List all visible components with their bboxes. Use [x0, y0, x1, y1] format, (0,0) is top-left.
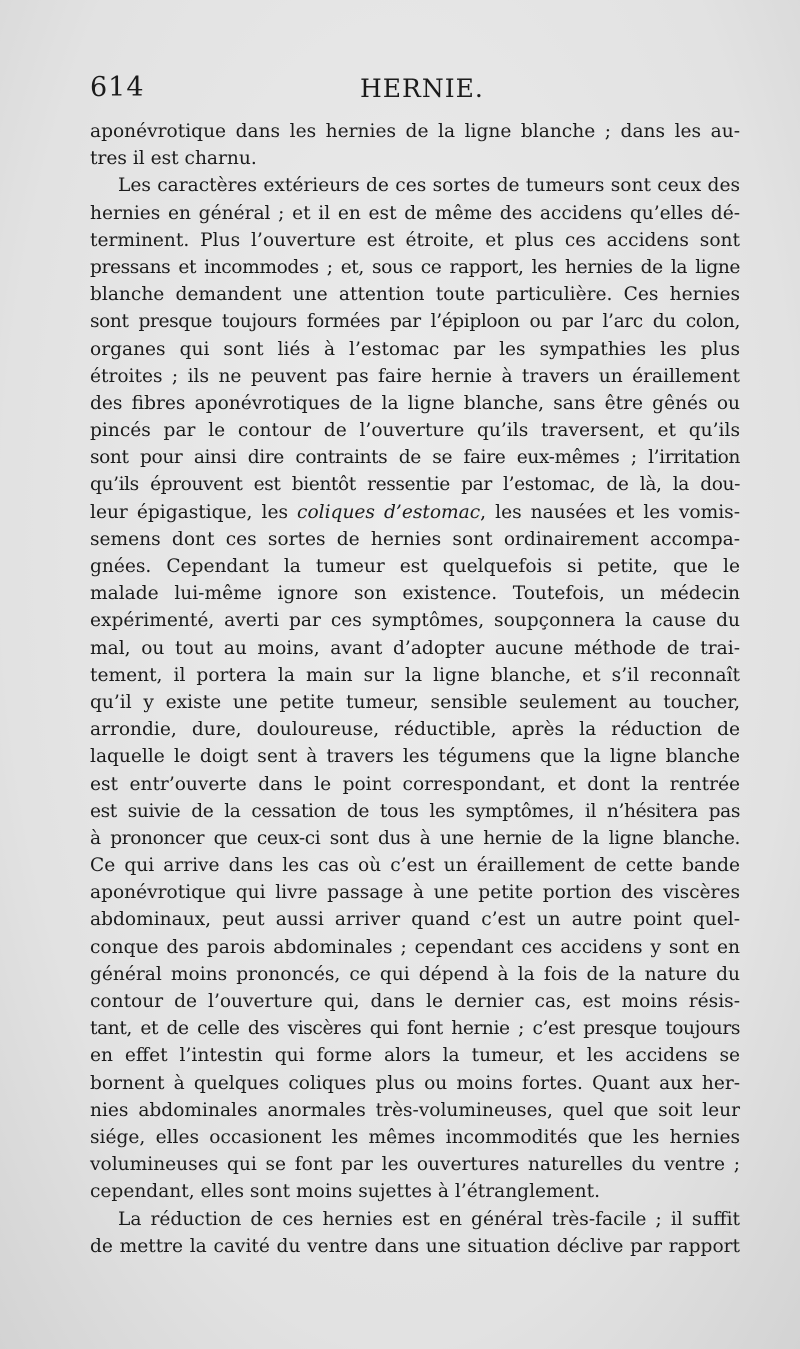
text-line: en effet l’intestin qui forme alors la tumeur, et les accidens se [90, 1045, 740, 1067]
text-line: sont pour ainsi dire contraints de se faire eux-mêmes ; l’irritation [90, 447, 740, 469]
page-number: 614 [90, 72, 145, 103]
page-header [90, 72, 740, 112]
text-line: aponévrotique dans les hernies de la ligne blanche ; dans les au- [90, 121, 740, 142]
body-text [90, 118, 740, 1260]
text-line: mal, ou tout au moins, avant d’adopter aucune méthode de trai- [90, 637, 740, 659]
text-line: hernies en général ; et il en est de même des accidens qu’elles dé- [90, 202, 740, 224]
text-line: gnées. Cependant la tumeur est quelquefois si petite, que le [90, 556, 740, 577]
text-line: sont presque toujours formées par l’épiploon ou par l’arc du colon, [90, 311, 740, 333]
text-line: expérimenté, averti par ces symptômes, soupçonnera la cause du [90, 610, 740, 632]
text-line: tant, et de celle des viscères qui font hernie ; c’est presque toujours [90, 1018, 740, 1040]
text-line: des fibres aponévrotiques de la ligne blanche, sans être gênés ou [90, 392, 740, 414]
text-line: Les caractères extérieurs de ces sortes de tumeurs sont ceux des [118, 175, 740, 197]
text-line: général moins prononcés, ce qui dépend à la fois de la nature du [90, 963, 740, 985]
text-line: volumineuses qui se font par les ouvertures naturelles du ventre ; [90, 1154, 740, 1176]
text-line: conque des parois abdominales ; cependant ces accidens y sont en [90, 936, 740, 958]
text-line: Ce qui arrive dans les cas où c’est un éraillement de cette bande [90, 855, 740, 877]
italic-phrase: coliques d’estomac [297, 501, 481, 523]
text-line: leur épigastique, les coliques d’estomac, les nausées et les vomis- [90, 501, 740, 523]
text-line: pincés par le contour de l’ouverture qu’ils traversent, et qu’ils [90, 420, 740, 442]
text-line: qu’ils éprouvent est bientôt ressentie par l’estomac, de là, la dou- [90, 474, 740, 496]
text-line: La réduction de ces hernies est en général très-facile ; il suffit [118, 1208, 740, 1230]
text-line: aponévrotique qui livre passage à une petite portion des viscères [90, 882, 740, 904]
text-line: de mettre la cavité du ventre dans une situation déclive par rapport [90, 1235, 740, 1257]
text-line: nies abdominales anormales très-volumineuses, quel que soit leur [90, 1099, 740, 1121]
text-line: cependant, elles sont moins sujettes à l’étranglement. [90, 1181, 601, 1203]
text-line: organes qui sont liés à l’estomac par les sympathies les plus [90, 338, 740, 360]
text-line: tement, il portera la main sur la ligne blanche, et s’il reconnaît [90, 664, 740, 686]
text-line: bornent à quelques coliques plus ou moins fortes. Quant aux her- [90, 1072, 740, 1094]
text-line: semens dont ces sortes de hernies sont ordinairement accompa- [90, 528, 740, 550]
text-line: siége, elles occasionent les mêmes incommodités que les hernies [90, 1126, 740, 1148]
text-line: qu’il y existe une petite tumeur, sensible seulement au toucher, [90, 691, 740, 713]
text-line: est suivie de la cessation de tous les symptômes, il n’hésitera pas [90, 800, 740, 822]
text-line: terminent. Plus l’ouverture est étroite, et plus ces accidens sont [90, 229, 740, 251]
text-line: blanche demandent une attention toute particulière. Ces hernies [90, 284, 740, 306]
text-line: tres il est charnu. [90, 148, 257, 170]
text-line: laquelle le doigt sent à travers les tégumens que la ligne blanche [90, 746, 740, 768]
text-line: à prononcer que ceux-ci sont dus à une hernie de la ligne blanche. [90, 827, 740, 849]
text-line: contour de l’ouverture qui, dans le dernier cas, est moins résis- [90, 991, 740, 1012]
text-line: est entr’ouverte dans le point correspondant, et dont la rentrée [90, 773, 740, 795]
text-line: étroites ; ils ne peuvent pas faire hernie à travers un éraillement [90, 365, 740, 387]
text-line: arrondie, dure, douloureuse, réductible, après la réduction de [90, 719, 740, 741]
text-line: pressans et incommodes ; et, sous ce rapport, les hernies de la ligne [90, 256, 740, 278]
running-head: HERNIE. [360, 74, 484, 103]
text-line: malade lui-même ignore son existence. Toutefois, un médecin [90, 583, 740, 605]
text-line: abdominaux, peut aussi arriver quand c’est un autre point quel- [90, 909, 740, 931]
